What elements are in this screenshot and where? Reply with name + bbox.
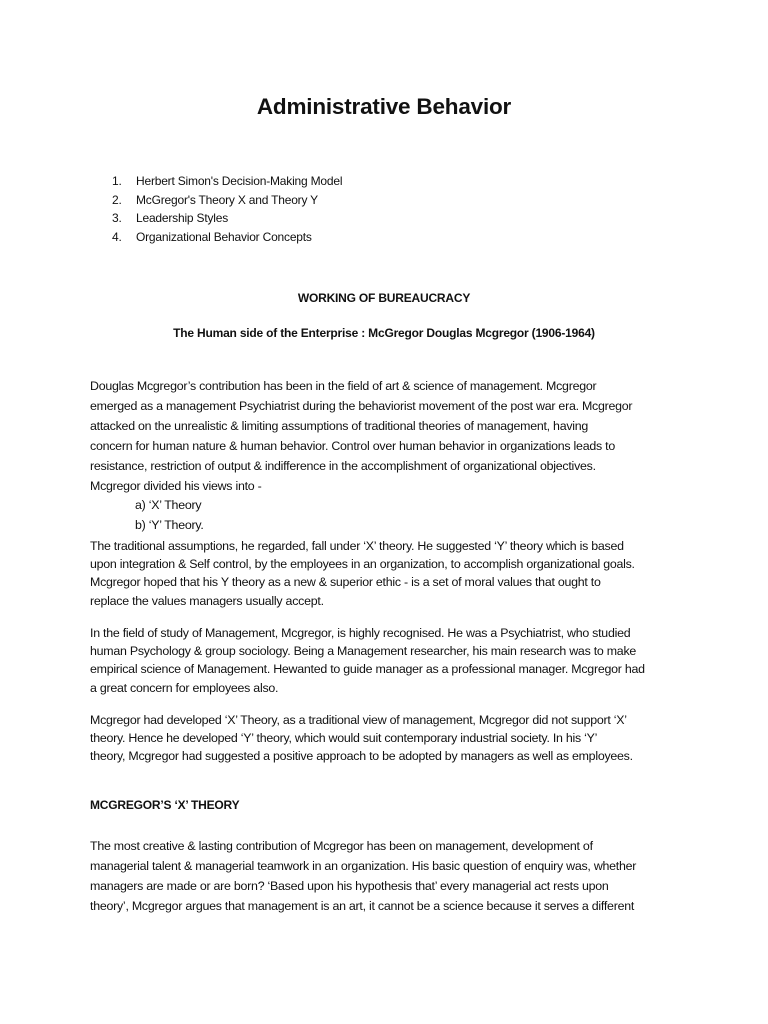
topic-number: 4. <box>112 229 122 244</box>
topic-list-item <box>112 172 342 191</box>
text-line: resistance, restriction of output & indifference in the accomplishment of organizational objectives. <box>90 459 596 473</box>
topic-text: Herbert Simon's Decision-Making Model <box>136 174 343 188</box>
text-line: In the field of study of Management, Mcgregor, is highly recognised. He was a Psychiatrist, who studied <box>90 626 631 640</box>
paragraph-intro <box>90 376 682 496</box>
heading-working-of-bureaucracy: WORKING OF BUREAUCRACY <box>297 291 471 305</box>
text-line: empirical science of Management. Hewanted to guide manager as a professional manager. Mcgregor had <box>90 662 645 677</box>
topic-list-item <box>112 209 342 228</box>
text-line: theory’, Mcgregor argues that management is an art, it cannot be a science because it serves a different <box>90 899 635 913</box>
text-line: upon integration & Self control, by the employees in an organization, to accomplish organizational goals. <box>90 557 635 572</box>
topic-list-item <box>112 228 342 247</box>
paragraph-traditional-assumptions <box>90 537 682 610</box>
text-line: attacked on the unrealistic & limiting assumptions of traditional theories of management, having <box>90 419 589 433</box>
views-list-item: a) ‘X’ Theory <box>135 498 202 512</box>
views-list-item: b) ‘Y’ Theory. <box>135 517 204 532</box>
text-line: Mcgregor divided his views into - <box>90 479 262 493</box>
text-line: managerial talent & managerial teamwork in an organization. His basic question of enquiry was, whether <box>90 859 637 873</box>
topic-number: 3. <box>112 211 122 225</box>
topic-text: Leadership Styles <box>136 211 228 225</box>
topic-list <box>112 172 342 246</box>
heading-mcgregors-x-theory: MCGREGOR’S ‘X’ THEORY <box>90 798 240 812</box>
text-line: The most creative & lasting contribution of Mcgregor has been on management, development of <box>90 839 593 853</box>
text-line: Douglas Mcgregor’s contribution has been in the field of art & science of management. Mcgregor <box>90 379 597 393</box>
topic-text: Organizational Behavior Concepts <box>136 229 312 244</box>
topic-number: 2. <box>112 192 122 207</box>
text-line: theory. Hence he developed ‘Y’ theory, which would suit contemporary industrial society. In his ‘Y’ <box>90 731 598 746</box>
text-line: human Psychology & group sociology. Being a Management researcher, his main research was to make <box>90 644 637 659</box>
topic-list-item <box>112 191 342 210</box>
document-title: Administrative Behavior <box>256 94 512 119</box>
views-list <box>135 496 204 535</box>
text-line: Mcgregor had developed ‘X’ Theory, as a traditional view of management, Mcgregor did not support ‘X’ <box>90 713 627 727</box>
topic-text: McGregor's Theory X and Theory Y <box>136 192 318 207</box>
text-line: emerged as a management Psychiatrist during the behaviorist movement of the post war era. Mcgregor <box>90 399 633 413</box>
paragraph-creative-contribution <box>90 836 682 916</box>
text-line: concern for human nature & human behavior. Control over human behavior in organizations leads to <box>90 439 615 453</box>
paragraph-field-of-study <box>90 624 682 697</box>
text-line: The traditional assumptions, he regarded, fall under ‘X’ theory. He suggested ‘Y’ theory which is based <box>90 539 624 553</box>
text-line: a great concern for employees also. <box>90 680 279 695</box>
topic-number: 1. <box>112 174 122 188</box>
text-line: theory, Mcgregor had suggested a positive approach to be adopted by managers as well as employees. <box>90 749 633 764</box>
paragraph-x-theory-developed <box>90 711 682 766</box>
text-line: replace the values managers usually accept. <box>90 593 324 608</box>
subheading-human-side: The Human side of the Enterprise : McGregor Douglas Mcgregor (1906-1964) <box>173 326 595 340</box>
text-line: managers are made or are born? ‘Based upon his hypothesis that’ every managerial act rests upon <box>90 879 609 893</box>
text-line: Mcgregor hoped that his Y theory as a new & superior ethic - is a set of moral values that ought to <box>90 575 601 590</box>
